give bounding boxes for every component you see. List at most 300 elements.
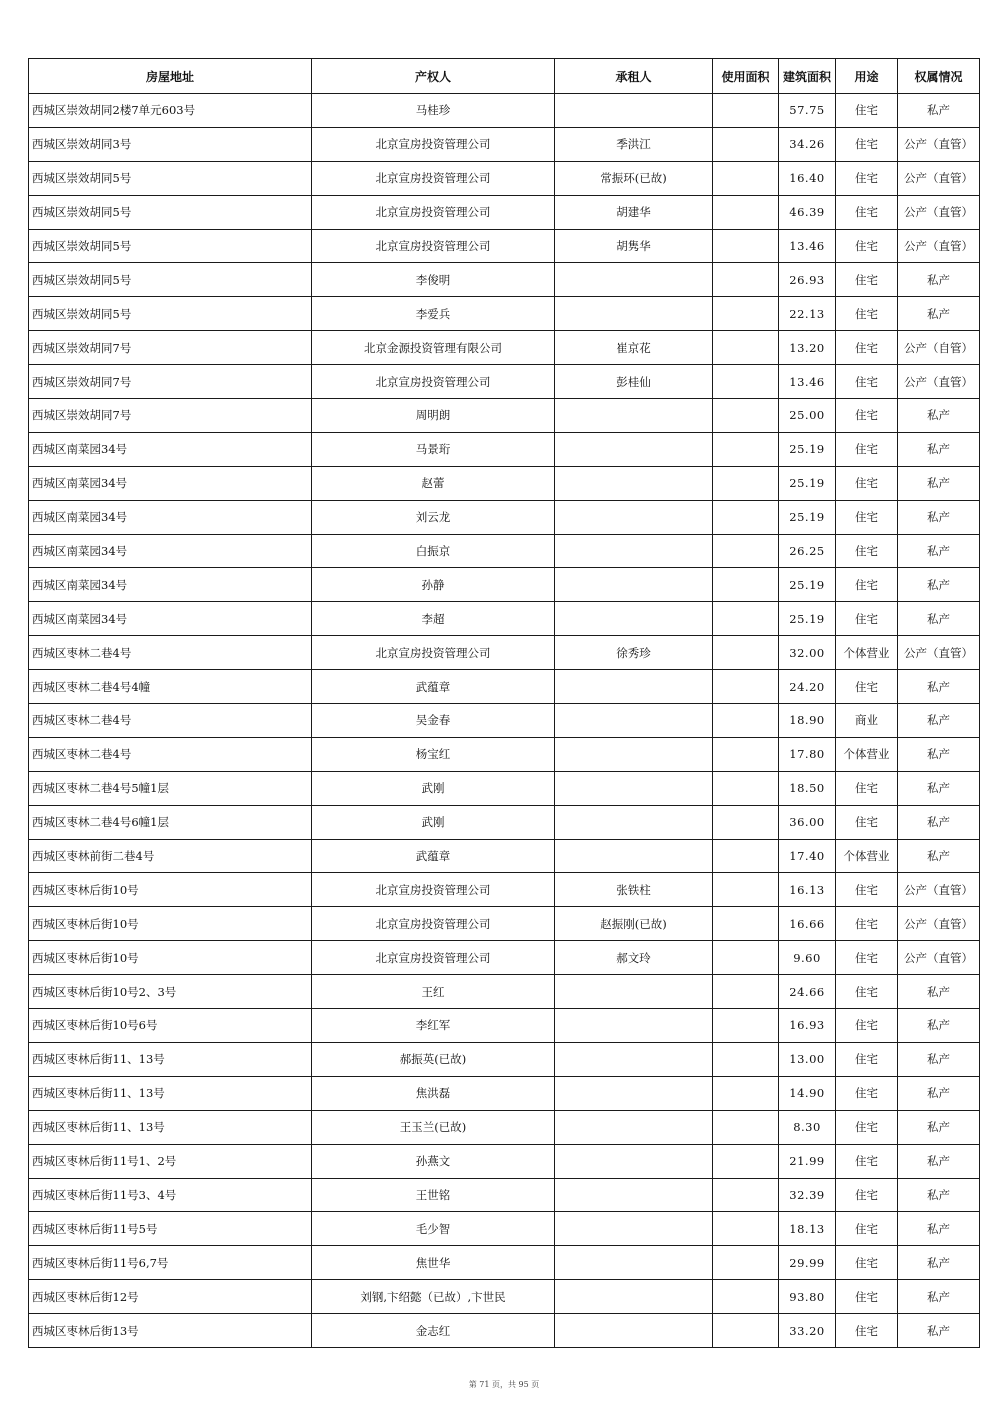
cell-build-area: 17.80 bbox=[779, 737, 836, 771]
cell-build-area: 14.90 bbox=[779, 1076, 836, 1110]
cell-build-area: 93.80 bbox=[779, 1280, 836, 1314]
cell-owner: 李超 bbox=[312, 602, 555, 636]
table-row bbox=[29, 1042, 980, 1076]
cell-use-area bbox=[713, 1314, 779, 1348]
cell-use-area bbox=[713, 1246, 779, 1280]
cell-use-area bbox=[713, 399, 779, 433]
cell-use-area bbox=[713, 161, 779, 195]
cell-ownership: 私产 bbox=[898, 1178, 980, 1212]
cell-build-area: 29.99 bbox=[779, 1246, 836, 1280]
cell-tenant: 徐秀珍 bbox=[555, 636, 713, 670]
cell-address: 西城区枣林后街11号3、4号 bbox=[29, 1178, 312, 1212]
cell-address: 西城区崇效胡同7号 bbox=[29, 365, 312, 399]
cell-ownership: 私产 bbox=[898, 1042, 980, 1076]
cell-ownership: 私产 bbox=[898, 670, 980, 704]
cell-ownership: 私产 bbox=[898, 1212, 980, 1246]
cell-ownership: 私产 bbox=[898, 1076, 980, 1110]
cell-address: 西城区崇效胡同7号 bbox=[29, 399, 312, 433]
cell-address: 西城区崇效胡同3号 bbox=[29, 127, 312, 161]
cell-owner: 北京宣房投资管理公司 bbox=[312, 873, 555, 907]
cell-tenant bbox=[555, 704, 713, 738]
cell-address: 西城区崇效胡同5号 bbox=[29, 195, 312, 229]
cell-use-area bbox=[713, 839, 779, 873]
cell-build-area: 32.39 bbox=[779, 1178, 836, 1212]
cell-address: 西城区枣林二巷4号6幢1层 bbox=[29, 805, 312, 839]
cell-purpose: 商业 bbox=[836, 704, 898, 738]
cell-purpose: 住宅 bbox=[836, 1246, 898, 1280]
cell-ownership: 私产 bbox=[898, 1009, 980, 1043]
cell-owner: 毛少智 bbox=[312, 1212, 555, 1246]
cell-address: 西城区枣林后街10号 bbox=[29, 941, 312, 975]
cell-purpose: 住宅 bbox=[836, 1110, 898, 1144]
cell-use-area bbox=[713, 1110, 779, 1144]
cell-address: 西城区枣林后街12号 bbox=[29, 1280, 312, 1314]
header-owner: 产权人 bbox=[312, 59, 555, 94]
cell-ownership: 私产 bbox=[898, 1280, 980, 1314]
table-row bbox=[29, 704, 980, 738]
cell-use-area bbox=[713, 704, 779, 738]
cell-tenant: 彭桂仙 bbox=[555, 365, 713, 399]
cell-build-area: 25.19 bbox=[779, 466, 836, 500]
cell-owner: 李俊明 bbox=[312, 263, 555, 297]
cell-address: 西城区枣林后街11号1、2号 bbox=[29, 1144, 312, 1178]
cell-ownership: 公产（直管） bbox=[898, 941, 980, 975]
table-row bbox=[29, 1076, 980, 1110]
header-ownership: 权属情况 bbox=[898, 59, 980, 94]
table-row bbox=[29, 771, 980, 805]
cell-address: 西城区南菜园34号 bbox=[29, 534, 312, 568]
cell-ownership: 私产 bbox=[898, 839, 980, 873]
table-row bbox=[29, 1314, 980, 1348]
cell-purpose: 住宅 bbox=[836, 466, 898, 500]
cell-build-area: 9.60 bbox=[779, 941, 836, 975]
cell-purpose: 住宅 bbox=[836, 500, 898, 534]
cell-address: 西城区南菜园34号 bbox=[29, 500, 312, 534]
cell-build-area: 24.20 bbox=[779, 670, 836, 704]
cell-tenant bbox=[555, 399, 713, 433]
cell-use-area bbox=[713, 500, 779, 534]
cell-owner: 北京宣房投资管理公司 bbox=[312, 127, 555, 161]
cell-tenant bbox=[555, 839, 713, 873]
cell-address: 西城区南菜园34号 bbox=[29, 568, 312, 602]
cell-address: 西城区枣林二巷4号 bbox=[29, 704, 312, 738]
cell-build-area: 8.30 bbox=[779, 1110, 836, 1144]
cell-build-area: 26.25 bbox=[779, 534, 836, 568]
header-use-area: 使用面积 bbox=[713, 59, 779, 94]
cell-owner: 吴金春 bbox=[312, 704, 555, 738]
cell-ownership: 私产 bbox=[898, 737, 980, 771]
cell-purpose: 住宅 bbox=[836, 399, 898, 433]
cell-use-area bbox=[713, 1178, 779, 1212]
cell-tenant bbox=[555, 1144, 713, 1178]
cell-build-area: 25.19 bbox=[779, 432, 836, 466]
cell-purpose: 个体营业 bbox=[836, 636, 898, 670]
cell-build-area: 25.19 bbox=[779, 568, 836, 602]
cell-owner: 焦世华 bbox=[312, 1246, 555, 1280]
cell-tenant bbox=[555, 466, 713, 500]
cell-owner: 武蕴章 bbox=[312, 839, 555, 873]
cell-purpose: 住宅 bbox=[836, 1314, 898, 1348]
cell-purpose: 住宅 bbox=[836, 263, 898, 297]
cell-build-area: 13.46 bbox=[779, 365, 836, 399]
cell-tenant bbox=[555, 1246, 713, 1280]
cell-ownership: 私产 bbox=[898, 263, 980, 297]
cell-use-area bbox=[713, 602, 779, 636]
cell-address: 西城区枣林后街11、13号 bbox=[29, 1076, 312, 1110]
cell-use-area bbox=[713, 1042, 779, 1076]
cell-address: 西城区枣林后街13号 bbox=[29, 1314, 312, 1348]
table-row bbox=[29, 94, 980, 128]
cell-use-area bbox=[713, 195, 779, 229]
cell-build-area: 34.26 bbox=[779, 127, 836, 161]
cell-tenant bbox=[555, 602, 713, 636]
cell-owner: 北京宣房投资管理公司 bbox=[312, 195, 555, 229]
table-body bbox=[29, 94, 980, 1348]
cell-use-area bbox=[713, 771, 779, 805]
table-row bbox=[29, 975, 980, 1009]
cell-tenant: 赵振刚(已故) bbox=[555, 907, 713, 941]
cell-owner: 孙静 bbox=[312, 568, 555, 602]
cell-tenant bbox=[555, 94, 713, 128]
table-row bbox=[29, 636, 980, 670]
cell-address: 西城区枣林后街11号6,7号 bbox=[29, 1246, 312, 1280]
cell-owner: 焦洪磊 bbox=[312, 1076, 555, 1110]
cell-purpose: 个体营业 bbox=[836, 839, 898, 873]
cell-use-area bbox=[713, 432, 779, 466]
cell-address: 西城区崇效胡同2楼7单元603号 bbox=[29, 94, 312, 128]
cell-tenant bbox=[555, 975, 713, 1009]
cell-ownership: 私产 bbox=[898, 297, 980, 331]
table-row bbox=[29, 1009, 980, 1043]
cell-ownership: 公产（直管） bbox=[898, 127, 980, 161]
cell-owner: 北京宣房投资管理公司 bbox=[312, 161, 555, 195]
cell-purpose: 住宅 bbox=[836, 1178, 898, 1212]
cell-owner: 白振京 bbox=[312, 534, 555, 568]
cell-address: 西城区枣林二巷4号4幢 bbox=[29, 670, 312, 704]
cell-tenant bbox=[555, 263, 713, 297]
cell-use-area bbox=[713, 805, 779, 839]
cell-purpose: 住宅 bbox=[836, 127, 898, 161]
table-row bbox=[29, 1212, 980, 1246]
cell-build-area: 13.20 bbox=[779, 331, 836, 365]
table-row bbox=[29, 195, 980, 229]
page-footer: 第 71 页，共 95 页 bbox=[468, 1380, 540, 1389]
cell-ownership: 私产 bbox=[898, 1144, 980, 1178]
cell-ownership: 私产 bbox=[898, 602, 980, 636]
header-row bbox=[29, 59, 980, 94]
table-row bbox=[29, 500, 980, 534]
cell-tenant bbox=[555, 805, 713, 839]
cell-tenant bbox=[555, 534, 713, 568]
cell-use-area bbox=[713, 365, 779, 399]
cell-purpose: 住宅 bbox=[836, 1042, 898, 1076]
cell-purpose: 住宅 bbox=[836, 161, 898, 195]
cell-address: 西城区崇效胡同5号 bbox=[29, 161, 312, 195]
cell-use-area bbox=[713, 297, 779, 331]
cell-owner: 王红 bbox=[312, 975, 555, 1009]
cell-use-area bbox=[713, 636, 779, 670]
table-row bbox=[29, 331, 980, 365]
cell-use-area bbox=[713, 941, 779, 975]
cell-address: 西城区枣林后街11、13号 bbox=[29, 1042, 312, 1076]
table-row bbox=[29, 941, 980, 975]
cell-purpose: 住宅 bbox=[836, 365, 898, 399]
cell-address: 西城区南菜园34号 bbox=[29, 466, 312, 500]
cell-purpose: 住宅 bbox=[836, 1009, 898, 1043]
cell-build-area: 13.00 bbox=[779, 1042, 836, 1076]
cell-owner: 赵蕾 bbox=[312, 466, 555, 500]
cell-tenant bbox=[555, 432, 713, 466]
cell-owner: 杨宝红 bbox=[312, 737, 555, 771]
cell-tenant: 胡建华 bbox=[555, 195, 713, 229]
cell-purpose: 住宅 bbox=[836, 1212, 898, 1246]
cell-build-area: 46.39 bbox=[779, 195, 836, 229]
table-row bbox=[29, 229, 980, 263]
cell-address: 西城区枣林前街二巷4号 bbox=[29, 839, 312, 873]
cell-purpose: 住宅 bbox=[836, 907, 898, 941]
cell-ownership: 私产 bbox=[898, 568, 980, 602]
cell-ownership: 私产 bbox=[898, 1314, 980, 1348]
cell-build-area: 16.66 bbox=[779, 907, 836, 941]
header-tenant: 承租人 bbox=[555, 59, 713, 94]
cell-owner: 郝振英(已故) bbox=[312, 1042, 555, 1076]
cell-ownership: 私产 bbox=[898, 1246, 980, 1280]
table-row bbox=[29, 1144, 980, 1178]
cell-address: 西城区枣林二巷4号5幢1层 bbox=[29, 771, 312, 805]
table-row bbox=[29, 1110, 980, 1144]
cell-tenant bbox=[555, 1076, 713, 1110]
cell-ownership: 私产 bbox=[898, 771, 980, 805]
cell-ownership: 私产 bbox=[898, 1110, 980, 1144]
cell-address: 西城区枣林后街10号 bbox=[29, 873, 312, 907]
cell-owner: 北京金源投资管理有限公司 bbox=[312, 331, 555, 365]
cell-address: 西城区崇效胡同7号 bbox=[29, 331, 312, 365]
header-address: 房屋地址 bbox=[29, 59, 312, 94]
table-row bbox=[29, 805, 980, 839]
cell-use-area bbox=[713, 975, 779, 1009]
cell-build-area: 25.19 bbox=[779, 602, 836, 636]
cell-address: 西城区崇效胡同5号 bbox=[29, 297, 312, 331]
cell-build-area: 57.75 bbox=[779, 94, 836, 128]
cell-purpose: 住宅 bbox=[836, 941, 898, 975]
cell-ownership: 私产 bbox=[898, 805, 980, 839]
cell-purpose: 住宅 bbox=[836, 297, 898, 331]
cell-owner: 北京宣房投资管理公司 bbox=[312, 229, 555, 263]
cell-tenant bbox=[555, 297, 713, 331]
cell-build-area: 36.00 bbox=[779, 805, 836, 839]
cell-build-area: 25.00 bbox=[779, 399, 836, 433]
cell-purpose: 住宅 bbox=[836, 331, 898, 365]
cell-owner: 武刚 bbox=[312, 805, 555, 839]
header-purpose: 用途 bbox=[836, 59, 898, 94]
table-row bbox=[29, 907, 980, 941]
cell-purpose: 住宅 bbox=[836, 568, 898, 602]
cell-use-area bbox=[713, 1212, 779, 1246]
cell-tenant bbox=[555, 670, 713, 704]
cell-owner: 王玉兰(已故) bbox=[312, 1110, 555, 1144]
cell-purpose: 住宅 bbox=[836, 94, 898, 128]
cell-owner: 马桂珍 bbox=[312, 94, 555, 128]
cell-ownership: 私产 bbox=[898, 500, 980, 534]
cell-use-area bbox=[713, 1009, 779, 1043]
cell-address: 西城区枣林二巷4号 bbox=[29, 737, 312, 771]
cell-ownership: 私产 bbox=[898, 432, 980, 466]
cell-owner: 李爱兵 bbox=[312, 297, 555, 331]
cell-use-area bbox=[713, 1076, 779, 1110]
cell-use-area bbox=[713, 907, 779, 941]
cell-tenant: 常振环(已故) bbox=[555, 161, 713, 195]
cell-build-area: 25.19 bbox=[779, 500, 836, 534]
header-build-area: 建筑面积 bbox=[779, 59, 836, 94]
cell-purpose: 住宅 bbox=[836, 195, 898, 229]
cell-ownership: 私产 bbox=[898, 94, 980, 128]
cell-tenant: 崔京花 bbox=[555, 331, 713, 365]
cell-address: 西城区崇效胡同5号 bbox=[29, 263, 312, 297]
property-table bbox=[28, 58, 980, 1348]
cell-use-area bbox=[713, 229, 779, 263]
cell-build-area: 21.99 bbox=[779, 1144, 836, 1178]
table-row bbox=[29, 873, 980, 907]
cell-ownership: 公产（直管） bbox=[898, 873, 980, 907]
cell-tenant: 张铁柱 bbox=[555, 873, 713, 907]
cell-use-area bbox=[713, 127, 779, 161]
cell-purpose: 个体营业 bbox=[836, 737, 898, 771]
cell-build-area: 18.90 bbox=[779, 704, 836, 738]
cell-tenant bbox=[555, 500, 713, 534]
table-row bbox=[29, 399, 980, 433]
cell-ownership: 私产 bbox=[898, 399, 980, 433]
cell-purpose: 住宅 bbox=[836, 432, 898, 466]
table-row bbox=[29, 297, 980, 331]
cell-tenant: 胡隽华 bbox=[555, 229, 713, 263]
cell-purpose: 住宅 bbox=[836, 670, 898, 704]
cell-address: 西城区枣林后街11、13号 bbox=[29, 1110, 312, 1144]
cell-address: 西城区枣林后街11号5号 bbox=[29, 1212, 312, 1246]
cell-owner: 北京宣房投资管理公司 bbox=[312, 636, 555, 670]
table-row bbox=[29, 432, 980, 466]
cell-owner: 北京宣房投资管理公司 bbox=[312, 941, 555, 975]
cell-ownership: 公产（直管） bbox=[898, 229, 980, 263]
cell-purpose: 住宅 bbox=[836, 975, 898, 1009]
table-row bbox=[29, 1178, 980, 1212]
cell-build-area: 26.93 bbox=[779, 263, 836, 297]
cell-build-area: 16.93 bbox=[779, 1009, 836, 1043]
cell-owner: 金志红 bbox=[312, 1314, 555, 1348]
cell-owner: 马景珩 bbox=[312, 432, 555, 466]
cell-tenant bbox=[555, 1314, 713, 1348]
table-row bbox=[29, 568, 980, 602]
cell-purpose: 住宅 bbox=[836, 1280, 898, 1314]
cell-build-area: 16.13 bbox=[779, 873, 836, 907]
cell-use-area bbox=[713, 670, 779, 704]
table-row bbox=[29, 161, 980, 195]
cell-owner: 武刚 bbox=[312, 771, 555, 805]
cell-use-area bbox=[713, 466, 779, 500]
cell-build-area: 13.46 bbox=[779, 229, 836, 263]
cell-address: 西城区南菜园34号 bbox=[29, 432, 312, 466]
table-row bbox=[29, 839, 980, 873]
table-row bbox=[29, 1246, 980, 1280]
cell-owner: 周明朗 bbox=[312, 399, 555, 433]
cell-tenant: 季洪江 bbox=[555, 127, 713, 161]
cell-address: 西城区枣林后街10号6号 bbox=[29, 1009, 312, 1043]
cell-owner: 李红军 bbox=[312, 1009, 555, 1043]
cell-build-area: 32.00 bbox=[779, 636, 836, 670]
table-row bbox=[29, 466, 980, 500]
table-row bbox=[29, 602, 980, 636]
cell-build-area: 24.66 bbox=[779, 975, 836, 1009]
cell-use-area bbox=[713, 1280, 779, 1314]
cell-ownership: 私产 bbox=[898, 534, 980, 568]
cell-purpose: 住宅 bbox=[836, 602, 898, 636]
cell-ownership: 公产（直管） bbox=[898, 365, 980, 399]
cell-address: 西城区枣林二巷4号 bbox=[29, 636, 312, 670]
cell-build-area: 16.40 bbox=[779, 161, 836, 195]
cell-build-area: 18.50 bbox=[779, 771, 836, 805]
cell-use-area bbox=[713, 873, 779, 907]
cell-tenant bbox=[555, 1280, 713, 1314]
cell-tenant bbox=[555, 771, 713, 805]
table-row bbox=[29, 1280, 980, 1314]
cell-owner: 刘云龙 bbox=[312, 500, 555, 534]
cell-address: 西城区枣林后街10号 bbox=[29, 907, 312, 941]
table-row bbox=[29, 534, 980, 568]
cell-tenant bbox=[555, 568, 713, 602]
table-row bbox=[29, 263, 980, 297]
cell-build-area: 18.13 bbox=[779, 1212, 836, 1246]
cell-ownership: 公产（直管） bbox=[898, 636, 980, 670]
cell-owner: 孙燕文 bbox=[312, 1144, 555, 1178]
cell-purpose: 住宅 bbox=[836, 1144, 898, 1178]
cell-use-area bbox=[713, 568, 779, 602]
cell-purpose: 住宅 bbox=[836, 534, 898, 568]
cell-tenant bbox=[555, 1212, 713, 1246]
cell-tenant bbox=[555, 1042, 713, 1076]
cell-owner: 武蕴章 bbox=[312, 670, 555, 704]
cell-tenant bbox=[555, 1178, 713, 1212]
table-row bbox=[29, 670, 980, 704]
cell-tenant bbox=[555, 737, 713, 771]
cell-address: 西城区崇效胡同5号 bbox=[29, 229, 312, 263]
cell-tenant: 郝文玲 bbox=[555, 941, 713, 975]
cell-use-area bbox=[713, 94, 779, 128]
cell-ownership: 公产（直管） bbox=[898, 161, 980, 195]
cell-use-area bbox=[713, 534, 779, 568]
cell-purpose: 住宅 bbox=[836, 771, 898, 805]
cell-purpose: 住宅 bbox=[836, 229, 898, 263]
cell-use-area bbox=[713, 737, 779, 771]
cell-owner: 北京宣房投资管理公司 bbox=[312, 907, 555, 941]
cell-build-area: 17.40 bbox=[779, 839, 836, 873]
cell-address: 西城区枣林后街10号2、3号 bbox=[29, 975, 312, 1009]
table-row bbox=[29, 737, 980, 771]
cell-tenant bbox=[555, 1009, 713, 1043]
cell-ownership: 私产 bbox=[898, 975, 980, 1009]
table-row bbox=[29, 365, 980, 399]
cell-build-area: 33.20 bbox=[779, 1314, 836, 1348]
cell-ownership: 私产 bbox=[898, 704, 980, 738]
cell-use-area bbox=[713, 263, 779, 297]
cell-address: 西城区南菜园34号 bbox=[29, 602, 312, 636]
table-row bbox=[29, 127, 980, 161]
cell-owner: 刘钢,卞绍懿（已故）,卞世民 bbox=[312, 1280, 555, 1314]
cell-build-area: 22.13 bbox=[779, 297, 836, 331]
cell-owner: 北京宣房投资管理公司 bbox=[312, 365, 555, 399]
cell-ownership: 公产（自管） bbox=[898, 331, 980, 365]
cell-purpose: 住宅 bbox=[836, 1076, 898, 1110]
cell-use-area bbox=[713, 331, 779, 365]
cell-ownership: 公产（直管） bbox=[898, 907, 980, 941]
